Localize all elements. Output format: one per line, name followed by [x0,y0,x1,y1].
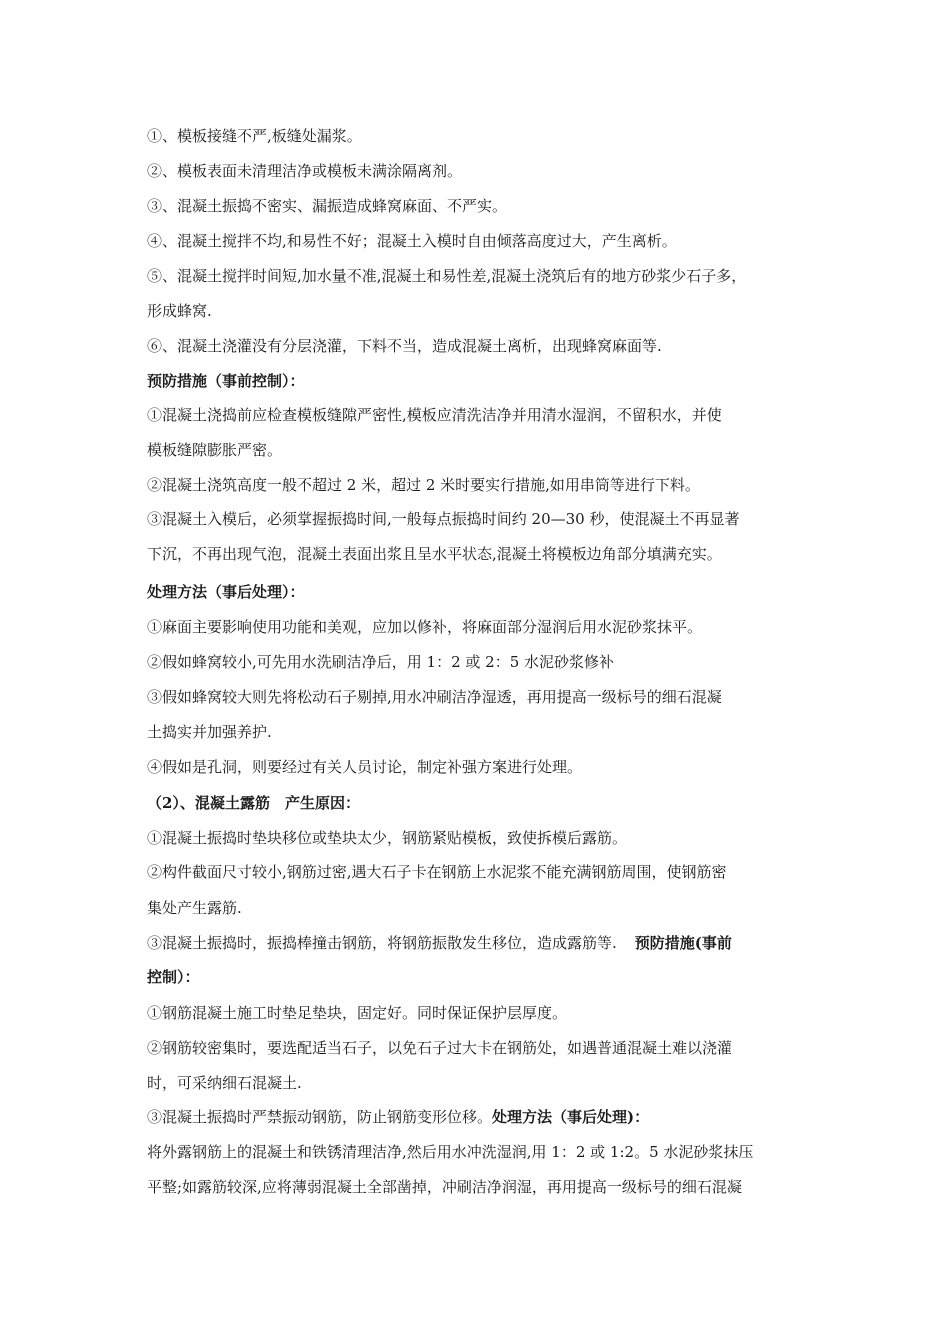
text-line: ①钢筋混凝土施工时垫足垫块，固定好。同时保证保护层厚度。 [147,1004,568,1022]
text-line: ③、混凝土振捣不密实、漏振造成蜂窝麻面、不严实。 [147,197,508,215]
text-line: ②钢筋较密集时，要选配适当石子，以免石子过大卡在钢筋处，如遇普通混凝土难以浇灌 [147,1039,733,1057]
section-heading: 预防措施（事前控制）： [147,372,305,390]
text-line: ④、混凝土搅拌不均,和易性不好；混凝土入模时自由倾落高度过大，产生离析。 [147,232,677,250]
text-line: ②混凝土浇筑高度一般不超过 2 米，超过 2 米时要实行措施,如用串筒等进行下料。 [147,476,700,494]
text-line: ①麻面主要影响使用功能和美观，应加以修补，将麻面部分湿润后用水泥砂浆抹平。 [147,618,703,636]
text-line: ③假如蜂窝较大则先将松动石子剔掉,用水冲刷洁净湿透，再用提高一级标号的细石混凝 [147,688,722,706]
text-segment: ③混凝土振捣时严禁振动钢筋，防止钢筋变形位移。 [147,1108,493,1126]
text-line: 将外露钢筋上的混凝土和铁锈清理洁净,然后用水冲洗湿润,用 1：2 或 1:2。5 水泥砂浆抹压 [147,1143,754,1161]
text-line: 土捣实并加强养护. [147,723,272,741]
section-heading: （2）、混凝土露筋 产生原因： [147,794,360,812]
text-line: 模板缝隙膨胀严密。 [147,441,283,459]
section-heading: 控制）： [147,968,200,986]
text-line: ①、模板接缝不严,板缝处漏浆。 [147,127,362,145]
text-line: ②构件截面尺寸较小,钢筋过密,遇大石子卡在钢筋上水泥浆不能充满钢筋周围，使钢筋密 [147,863,727,881]
text-line: ②假如蜂窝较小,可先用水洗刷洁净后，用 1：2 或 2：5 水泥砂浆修补 [147,653,615,671]
text-line: ②、模板表面未清理洁净或模板未满涂隔离剂。 [147,162,463,180]
text-line: 平整;如露筋较深,应将薄弱混凝土全部凿掉，冲刷洁净润湿，再用提高一级标号的细石混凝 [147,1178,742,1196]
text-line: 时，可采纳细石混凝土. [147,1074,302,1092]
text-line: ①混凝土浇捣前应检查模板缝隙严密性,模板应清洗洁净并用清水湿润，不留积水，并使 [147,406,722,424]
text-line: ③混凝土入模后，必须掌握振捣时间,一般每点振捣时间约 20—30 秒，使混凝土不再显著 [147,510,740,528]
text-line: 集处产生露筋. [147,899,242,917]
text-line: ⑤、混凝土搅拌时间短,加水量不准,混凝土和易性差,混凝土浇筑后有的地方砂浆少石子多， [147,267,747,285]
section-heading: 处理方法（事后处理）： [147,583,305,601]
inline-heading: 处理方法（事后处理)： [492,1108,650,1126]
text-line: 下沉，不再出现气泡，混凝土表面出浆且呈水平状态,混凝土将模板边角部分填满充实。 [147,545,722,563]
text-line [147,933,827,953]
text-line: ④假如是孔洞，则要经过有关人员讨论，制定补强方案进行处理。 [147,758,583,776]
text-segment: ③混凝土振捣时，振捣棒撞击钢筋，将钢筋振散发生移位，造成露筋等. [147,934,617,952]
inline-heading: 预防措施(事前 [634,934,732,952]
text-line: 形成蜂窝. [147,302,212,320]
text-line: ⑥、混凝土浇灌没有分层浇灌，下料不当，造成混凝土离析，出现蜂窝麻面等. [147,337,662,355]
text-line: ①混凝土振捣时垫块移位或垫块太少，钢筋紧贴模板，致使拆模后露筋。 [147,829,628,847]
text-line [147,1107,827,1127]
